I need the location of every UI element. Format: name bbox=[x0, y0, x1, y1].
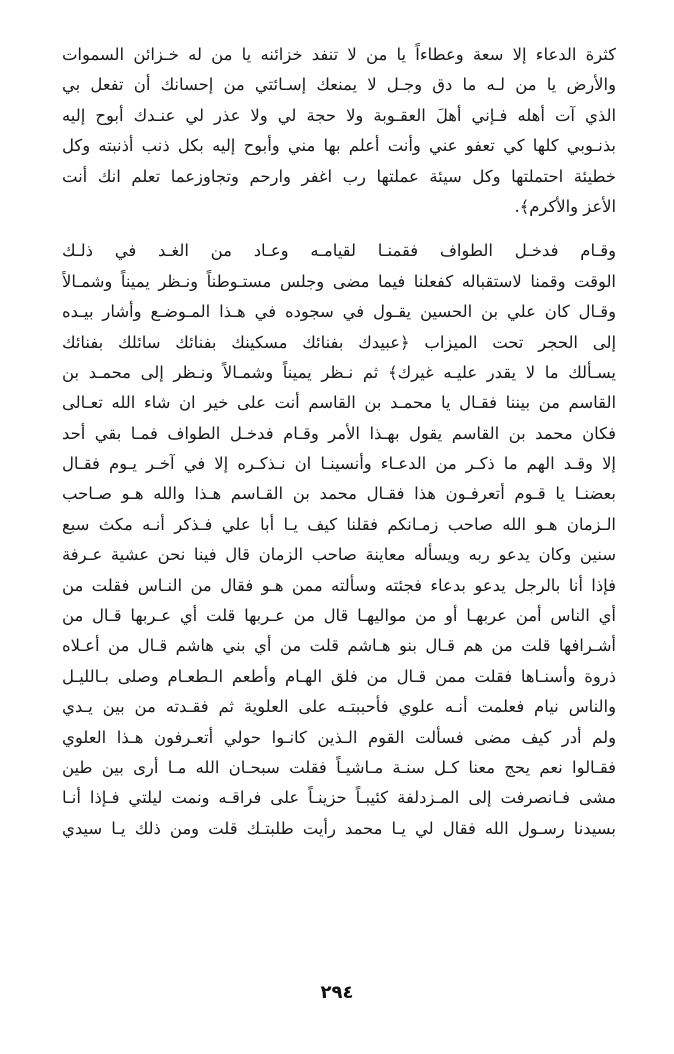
text-line: مشى فـانصرفت إلى المـزدلفة كئيبـاً حزينـاً على فراقـه ونمت ليلتي فـإذا أنـا bbox=[62, 788, 616, 808]
text-line: خطيئة احتملتها وكل سيئة عملتها رب اغفر وارحم وتجاوزعما تعلم انك أنت bbox=[62, 166, 616, 186]
text-line: بعضنـا يا قـوم أتعرفـون هذا فقـال محمد بن القـاسم هـذا والله هـو صـاحب bbox=[62, 484, 616, 504]
text-line: بذنـوبي كلها كي تعفو عني وأنت أعلم بها مني وأبوح إليه بكل ذنب أذنبته وكل bbox=[62, 136, 616, 156]
text-line: إلى الحجر تحت الميزاب ﴿عبيدك بفنائك مسكينك بفنائك سائلك بفنائك bbox=[62, 332, 616, 352]
text-line: والأرض يا من لـه ما دق وجـل لا يمنعك إسـائتي من إحسانك أن تفعل بي bbox=[62, 75, 616, 95]
book-page-body bbox=[62, 40, 616, 844]
text-line: أي الناس أمن عربهـا أو من مواليهـا قال من عـربها قلت أي عـربها قـال من bbox=[62, 606, 616, 626]
text-line: فقـالوا نعم يحج معنا كـل سنـة مـاشيـاً فقلت سبحـان الله مـا أرى بين طين bbox=[62, 757, 616, 777]
text-line: وقـام فدخـل الطواف فقمنـا لقيامـه وعـاد من الغـد في ذلـك bbox=[62, 241, 616, 261]
paragraph-gap bbox=[62, 222, 616, 236]
text-line: فكان محمد بن القاسم يقول بهـذا الأمر وقـام فدخـل الطواف فمـا بقي أحد bbox=[62, 423, 616, 443]
text-line: الـزمان هـو الله صاحب زمـانكم فقلنا كيف يـا أبا علي فـذكر أنـه مكث سبع bbox=[62, 514, 616, 534]
text-line: سنين وكان يدعو ربه ويسأله معاينة صاحب الزمان قال فينا نحن عشية عـرفة bbox=[62, 545, 616, 565]
text-line: الأعز والأكرم﴾. bbox=[514, 196, 616, 216]
text-line: ولم أدر كيف مضى فسألت القوم الـذين كانـوا حولي أتعـرفون هـذا العلوي bbox=[62, 727, 616, 747]
text-line: بسيدنا رسـول الله فقال لي يـا محمد رأيت طلبتـك قلت ومن ذلك يـا سيدي bbox=[62, 818, 616, 838]
page-number: ٢٩٤ bbox=[320, 982, 354, 1003]
text-line: ذروة وأسنـاها فقلت ممن قـال من فلق الهـام وأطعم الـطعـام وصلى بـالليـل bbox=[62, 666, 616, 686]
paragraph-1 bbox=[62, 40, 616, 222]
text-line: يسـألك ما لا يقدر عليـه غيرك﴾ ثم نـظر يميناً وشمـالاً ونـظر إلى محمـد بن bbox=[62, 362, 616, 382]
text-line: فإذا أنا بالرجل يدعو بدعاء فجئته وسألته ممن هـو فقال من النـاس فقلت من bbox=[62, 575, 616, 595]
text-line: كثرة الدعاء إلا سعة وعطاءاً يا من لا تنفد خزائنه يا من له خـزائن السموات bbox=[62, 45, 616, 64]
text-line: أشـرافها قلت من هم قـال بنو هـاشم قلت من أي بني هاشم قـال من أعـلاه bbox=[62, 636, 616, 656]
paragraph-2 bbox=[62, 236, 616, 844]
text-line: القاسم من بيننا فقـال يا محمـد بن القاسم أنت على خير ان شاء الله تعـالى bbox=[62, 393, 616, 413]
text-line: الوقت وقمنا لاستقباله كفعلنا فيما مضى وجلس مستـوطناً ونـظر يميناً وشمـالاً bbox=[62, 271, 616, 291]
text-line: والناس نيام فعلمت أنـه علوي فأحببتـه على العلوية ثم فقـدته من بين يـدي bbox=[62, 697, 616, 717]
text-line: الذي آت أهله فـإني أهلَ العقـوبة ولا حجة لي ولا عذر لي عنـدك أبوح إليه bbox=[62, 105, 616, 125]
text-line: إلا وقـد الهم ما ذكـر من الدعـاء وأنسينـا ان نـذكـره إلا في آخـر يـوم فقـال bbox=[62, 454, 616, 474]
text-line: وقـال كان علي بن الحسين يقـول في سجوده في هـذا المـوضـع وأشار بيـده bbox=[62, 302, 616, 322]
